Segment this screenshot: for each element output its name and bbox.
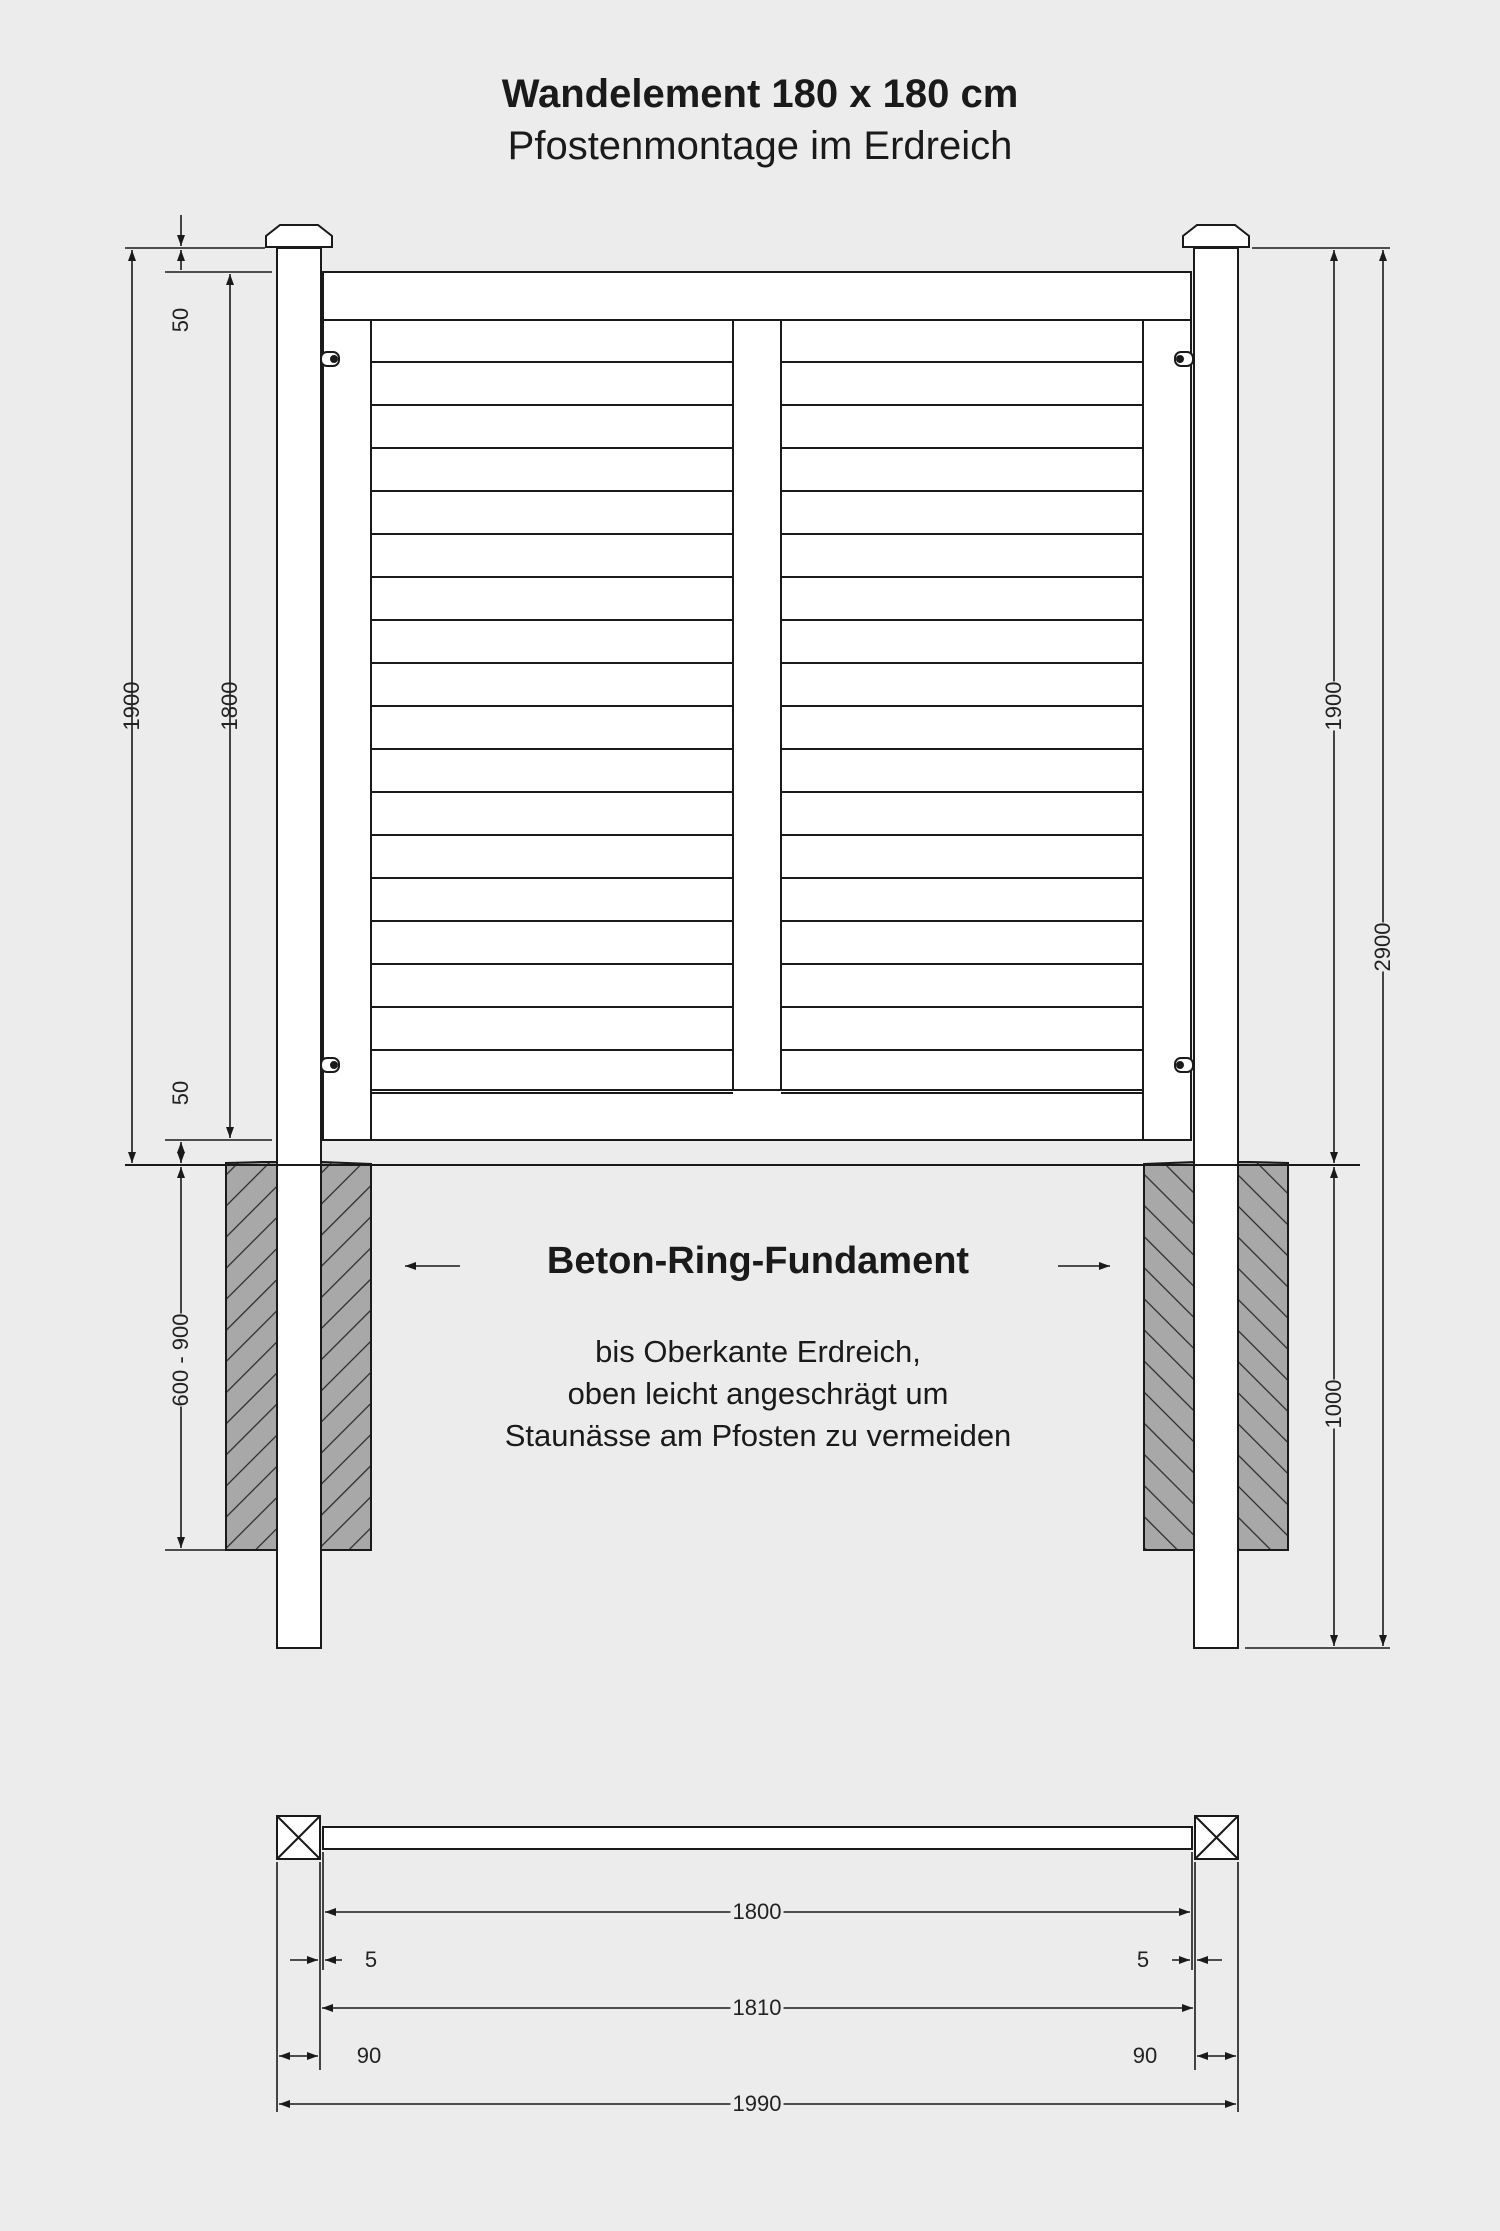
plan-dim-5-left: 5 xyxy=(364,1947,378,1972)
plan-dim-1800: 1800 xyxy=(732,1899,782,1924)
plan-wall xyxy=(323,1827,1192,1849)
foundation-line-1: bis Oberkante Erdreich, xyxy=(595,1334,921,1369)
dim-1000: 1000 xyxy=(1321,1379,1346,1429)
foundation-line-2: oben leicht angeschrägt um xyxy=(567,1376,949,1411)
plan-dim-5-right: 5 xyxy=(1136,1947,1150,1972)
dim-50-top: 50 xyxy=(168,307,193,333)
plan-dim-90-right: 90 xyxy=(1132,2043,1158,2068)
plan-dim-1810: 1810 xyxy=(732,1995,782,2020)
dim-50-bottom: 50 xyxy=(168,1080,193,1106)
dim-1900-left: 1900 xyxy=(119,681,144,731)
dim-2900: 2900 xyxy=(1370,922,1395,972)
foundation-line-3: Staunässe am Pfosten zu vermeiden xyxy=(504,1418,1012,1453)
plan-dim-1990: 1990 xyxy=(732,2091,782,2116)
plan-view xyxy=(277,1816,1238,1859)
foundation-heading: Beton-Ring-Fundament xyxy=(546,1240,970,1282)
plan-dimension-lines xyxy=(277,1852,1238,2112)
dim-1900-right: 1900 xyxy=(1321,681,1346,731)
plan-dim-90-left: 90 xyxy=(356,2043,382,2068)
page-title: Wandelement 180 x 180 cm xyxy=(501,72,1019,116)
page-subtitle: Pfostenmontage im Erdreich xyxy=(507,124,1013,168)
dim-1800: 1800 xyxy=(217,681,242,731)
dim-600-900: 600 - 900 xyxy=(168,1313,193,1407)
